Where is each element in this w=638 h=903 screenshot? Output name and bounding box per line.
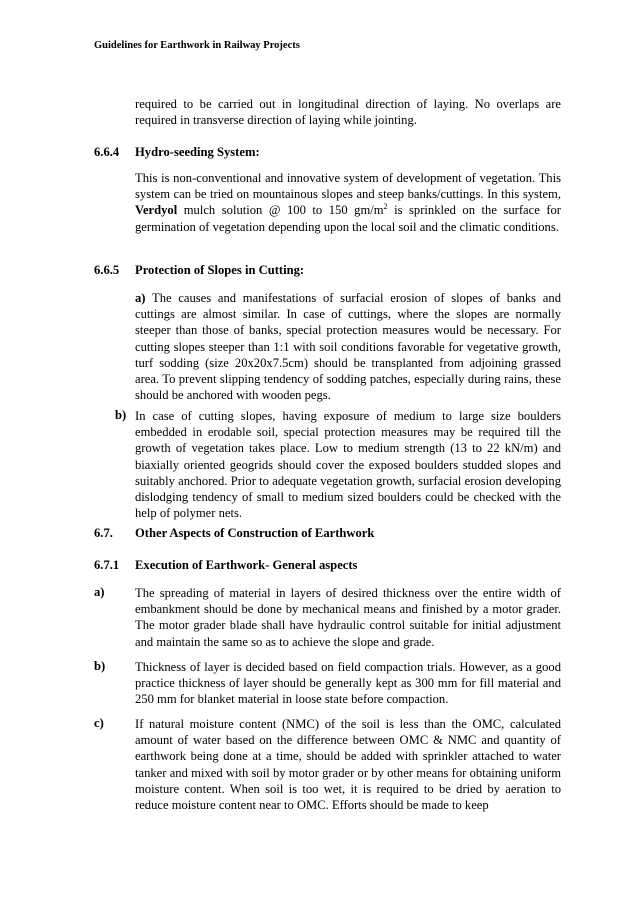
item-marker: c) [94, 716, 104, 730]
running-header: Guidelines for Earthwork in Railway Projects [94, 40, 300, 51]
section-title: Execution of Earthwork- General aspects [135, 558, 358, 572]
item-marker: a) [135, 291, 146, 305]
section-title: Hydro-seeding System: [135, 145, 260, 159]
section-title: Other Aspects of Construction of Earthwork [135, 526, 375, 540]
section-number: 6.6.5 [94, 263, 120, 277]
execution-item-b: Thickness of layer is decided based on field compaction trials. However, as a good practice thickness of layer should be generally kept as 300 mm for fill material and 250 mm for blanket material in loose state before compaction. [135, 660, 561, 707]
section-number: 6.6.4 [94, 145, 120, 159]
item-marker: b) [115, 408, 127, 422]
section-6-6-5-heading [94, 263, 304, 278]
section-title: Protection of Slopes in Cutting: [135, 263, 305, 277]
section-number: 6.7.1 [94, 558, 120, 572]
section-6-6-4-heading [94, 145, 260, 160]
section-6-7-1-heading [94, 558, 357, 573]
item-marker: b) [94, 659, 106, 673]
intro-paragraph: required to be carried out in longitudinal direction of laying. No overlaps are required in transverse direction of laying while jointing. [135, 97, 561, 128]
verdyol-term: Verdyol [135, 203, 178, 218]
hydro-seeding-paragraph: This is non-conventional and innovative system of development of vegetation. This system can be tried on mountainous slopes and steep banks/cuttings. In this system, Verdyol mulch solution @ 100 to 150 $gm/m^2$ is sprinkled on the surface for germination of vegetation depending upon the local soil and the climatic conditions. [135, 171, 561, 234]
protection-paragraph-a: a) The causes and manifestations of surfacial erosion of slopes of banks and cuttings are almost similar. In case of cuttings, where the slopes are normally steeper than those of banks, special protection measures would be necessary. For cutting slopes steeper than 1:1 with soil conditions favorable for vegetative growth, turf sodding (size 20x20x7.5cm) should be transplanted from adjoining grassed area. To prevent slipping tendency of sodding patches, especially during rains, these should be anchored with wooden pegs. [135, 291, 561, 403]
protection-paragraph-b: In case of cutting slopes, having exposure of medium to large size boulders embedded in erodable soil, special protection measures may be required till the growth of vegetation takes place. Low to medium strength (13 to 22 kN/m) and biaxially oriented geogrids should cover the exposed boulders studded slopes and suitably anchored. Prior to adequate vegetation growth, surfacial erosion developing dislodging tendency of small to medium sized boulders could be checked with the help of polymer nets. [135, 409, 561, 521]
execution-item-a: The spreading of material in layers of desired thickness over the entire width of embankment should be done by mechanical means and finished by a motor grader. The motor grader blade shall have hydraulic control suitable for initial adjustment and maintain the same so as to achieve the slope and grade. [135, 586, 561, 649]
section-6-7-heading [94, 526, 374, 541]
section-number: 6.7. [94, 526, 113, 540]
execution-item-c: If natural moisture content (NMC) of the soil is less than the OMC, calculated amount of water based on the difference between OMC & NMC and quantity of earthwork being done at a time, should be added with sprinkler attached to water tanker and mixed with soil by motor grader or by other means for obtaining uniform moisture content. When soil is too wet, it is required to be dried by aeration to reduce moisture content near to OMC. Efforts should be made to keep [135, 717, 561, 813]
item-marker: a) [94, 585, 105, 599]
